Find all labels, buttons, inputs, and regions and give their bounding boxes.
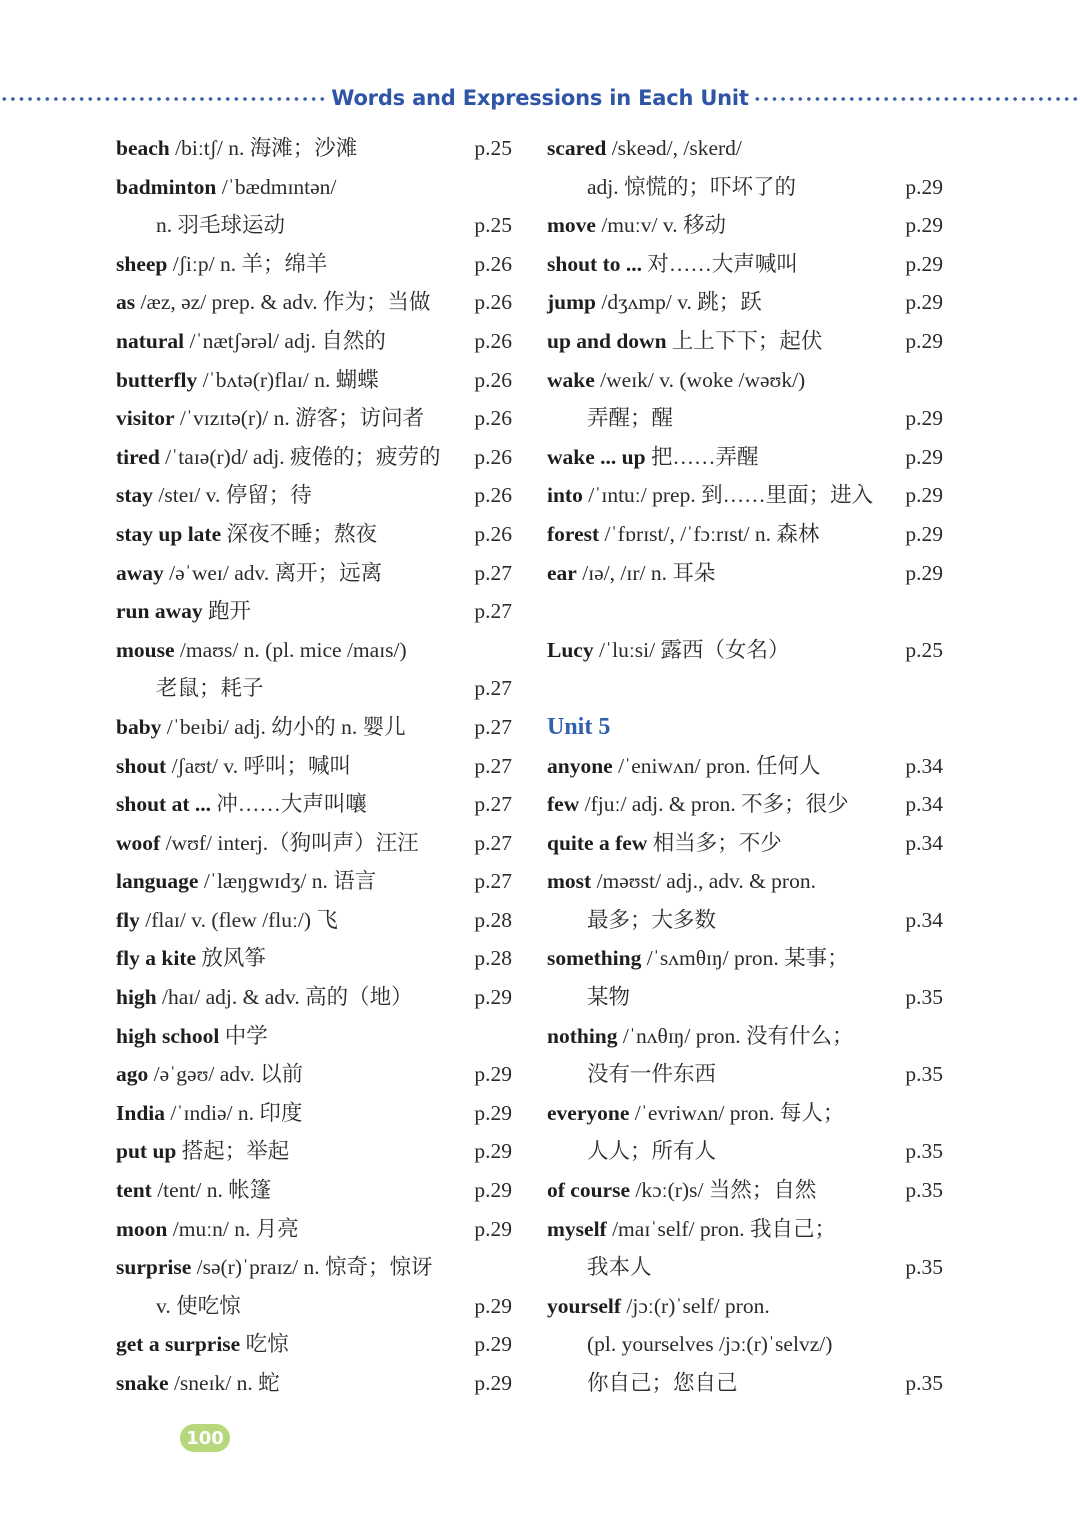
vocab-entry [116,824,516,863]
entry-page-ref: p.29 [905,174,943,199]
entry-definition: pron. 没有什么； [695,1023,854,1048]
entry-page-ref: p.34 [905,907,943,932]
entry-word: badminton [116,174,217,199]
entry-page-ref: p.26 [474,444,512,469]
entry-continuation [547,399,947,438]
entry-word: run away [116,599,203,624]
entry-word: woof [116,830,161,855]
entry-page-ref: p.26 [474,406,512,431]
entry-definition: 弄醒；醒 [587,406,674,431]
entry-page-ref: p.27 [474,560,512,585]
vocab-entry [547,554,947,593]
entry-word: wake [547,367,595,392]
entry-definition: n. 印度 [237,1100,303,1125]
entry-definition: n. 森林 [754,521,820,546]
entry-definition: 跑开 [207,599,251,624]
entry-page-ref: p.29 [905,251,943,276]
vocab-entry [116,939,516,978]
entry-pronunciation: /muːv/ [601,213,658,238]
entry-pronunciation: /ˈbædmɪntən/ [221,174,337,199]
entry-word: high [116,985,157,1010]
vocab-entry [116,592,516,631]
entry-definition: adj., adv. & pron. [666,869,816,894]
entry-definition: 中学 [224,1023,268,1048]
page-number: 100 [186,1427,224,1449]
entry-pronunciation: /əˈweɪ/ [169,560,229,585]
dotted-rule-left [0,96,327,102]
entry-definition: 放风筝 [201,946,266,971]
entry-word: natural [116,328,185,353]
vocab-entry [547,1171,947,1210]
entry-page-ref: p.27 [474,676,512,701]
entry-page-ref: p.27 [474,869,512,894]
vocab-entry [547,515,947,554]
entry-page-ref: p.35 [905,1139,943,1164]
entry-page-ref: p.29 [905,521,943,546]
entry-page-ref: p.26 [474,290,512,315]
entry-page-ref: p.27 [474,830,512,855]
entry-page-ref: p.29 [474,1100,512,1125]
entry-definition: n. 惊奇；惊讶 [303,1255,433,1280]
entry-page-ref: p.26 [474,251,512,276]
entry-continuation [116,669,516,708]
entry-word: baby [116,714,162,739]
entry-definition: 没有一件东西 [587,1062,717,1087]
vocab-entry [547,824,947,863]
entry-page-ref: p.26 [474,328,512,353]
vocab-entry [547,206,947,245]
entry-word: quite a few [547,830,648,855]
entry-definition: (pl. yourselves /jɔː(r)ˈselvz/) [587,1332,833,1357]
entry-definition: adj. 疲倦的；疲劳的 [252,444,441,469]
vocab-entry [116,322,516,361]
entry-page-ref: p.29 [905,406,943,431]
entry-pronunciation: /flaɪ/ [145,907,186,932]
entry-page-ref: p.25 [905,637,943,662]
entry-word: high school [116,1023,220,1048]
entry-page-ref: p.29 [474,1371,512,1395]
entry-definition: n. 蛇 [236,1371,280,1395]
entry-page-ref: p.29 [474,1332,512,1357]
entry-word: stay up late [116,521,222,546]
entry-page-ref: p.29 [905,483,943,508]
entry-pronunciation: /ˈɪntuː/ [588,483,647,508]
vocab-entry [116,631,516,670]
entry-page-ref: p.34 [905,753,943,778]
vocab-entry [547,438,947,477]
entry-pronunciation: /ˈluːsi/ [598,637,656,662]
entry-word: stay [116,483,154,508]
vocab-entry [116,785,516,824]
entry-pronunciation: /məʊst/ [596,869,661,894]
vocab-entry [116,901,516,940]
entry-word: mouse [116,637,175,662]
vocab-entry [116,1325,516,1364]
entry-pronunciation: /fjuː/ [584,792,627,817]
entry-continuation [547,978,947,1017]
entry-continuation [116,206,516,245]
entry-pronunciation: /weɪk/ [600,367,654,392]
entry-continuation [547,901,947,940]
entry-page-ref: p.29 [474,1216,512,1241]
entry-pronunciation: /biːtʃ/ [175,136,223,160]
entry-definition: 我本人 [587,1255,652,1280]
entry-definition: pron. 我自己； [699,1216,837,1241]
entry-definition: adv. 以前 [219,1062,304,1087]
section-header [0,82,1080,114]
vocab-entry [547,361,947,400]
entry-word: visitor [116,406,175,431]
entry-pronunciation: /ˈnʌθɪŋ/ [622,1023,691,1048]
vocab-entry [116,1055,516,1094]
entry-word: fly [116,907,140,932]
entry-word: moon [116,1216,168,1241]
entry-pronunciation: /maɪˈself/ [612,1216,695,1241]
entry-definition: v. 跳；跃 [677,290,762,315]
entry-word: put up [116,1139,177,1164]
entry-word: shout to ... [547,251,642,276]
entry-definition: pron. 每人； [729,1100,845,1125]
vocab-entry [547,283,947,322]
entry-definition: 某物 [587,985,631,1010]
vocab-column-left [116,129,516,1403]
blank-row [547,592,947,631]
entry-word: snake [116,1371,169,1395]
entry-pronunciation: /ʃiːp/ [172,251,215,276]
entry-definition: n. 蝴蝶 [314,367,379,392]
entry-definition: n. 耳朵 [650,560,716,585]
entry-pronunciation: /dʒʌmp/ [601,290,672,315]
vocab-entry [547,129,947,168]
vocab-entry [547,1017,947,1056]
dotted-rule-right [753,96,1080,102]
entry-pronunciation: /ˈeniwʌn/ [618,753,701,778]
entry-page-ref: p.35 [905,1178,943,1203]
vocab-entry [116,1171,516,1210]
entry-continuation [547,1132,947,1171]
vocab-entry [547,322,947,361]
entry-page-ref: p.29 [474,1062,512,1087]
entry-definition: n. 帐篷 [206,1178,272,1203]
vocab-entry [116,129,516,168]
entry-word: surprise [116,1255,192,1280]
entry-pronunciation: /ˈtaɪə(r)d/ [165,444,248,469]
entry-word: move [547,213,596,238]
entry-word: India [116,1100,166,1125]
entry-word: forest [547,521,600,546]
entry-definition: 对……大声喊叫 [647,251,798,276]
entry-page-ref: p.25 [474,213,512,238]
entry-pronunciation: /sə(r)ˈpraɪz/ [196,1255,299,1280]
entry-word: beach [116,136,170,160]
vocab-entry [116,1210,516,1249]
blank-row [547,669,947,708]
entry-definition: v. 呼叫；喊叫 [223,753,351,778]
entry-page-ref: p.29 [905,444,943,469]
entry-page-ref: p.29 [905,560,943,585]
entry-pronunciation: /wʊf/ [165,830,212,855]
entry-word: jump [547,290,596,315]
entry-definition: n. 羽毛球运动 [156,213,286,238]
entry-continuation [547,1364,947,1403]
entry-page-ref: p.25 [474,136,512,160]
entry-pronunciation: /ɪə/, /ɪr/ [582,560,646,585]
vocab-entry [547,245,947,284]
entry-page-ref: p.27 [474,714,512,739]
vocab-entry [547,1210,947,1249]
vocab-entry [116,245,516,284]
vocab-entry [547,1094,947,1133]
entry-word: something [547,946,642,971]
entry-definition: interj.（狗叫声）汪汪 [217,830,419,855]
vocab-entry [116,747,516,786]
entry-definition: adv. 离开；远离 [234,560,383,585]
entry-page-ref: p.35 [905,985,943,1010]
entry-page-ref: p.28 [474,907,512,932]
entry-pronunciation: /ˈevriwʌn/ [634,1100,725,1125]
entry-definition: v. (flew /fluː/) 飞 [191,907,338,932]
vocab-entry [116,554,516,593]
entry-pronunciation: /jɔː(r)ˈself/ [626,1293,720,1318]
entry-word: away [116,560,164,585]
entry-page-ref: p.29 [474,1293,512,1318]
entry-continuation [116,1287,516,1326]
entry-page-ref: p.29 [905,328,943,353]
entry-word: as [116,290,136,315]
entry-page-ref: p.34 [905,830,943,855]
entry-page-ref: p.29 [905,290,943,315]
vocab-entry [547,631,947,670]
entry-definition: n. 海滩；沙滩 [228,136,358,160]
entry-word: get a surprise [116,1332,241,1357]
entry-word: anyone [547,753,613,778]
entry-definition: 把……弄醒 [650,444,759,469]
entry-continuation [547,1325,947,1364]
page-title: Words and Expressions in Each Unit [331,86,749,110]
entry-definition: v. 使吃惊 [156,1293,241,1318]
entry-definition: adj. 自然的 [284,328,386,353]
vocab-column-right [547,129,947,1403]
entry-page-ref: p.35 [905,1255,943,1280]
entry-definition: adj. 惊慌的；吓坏了的 [587,174,797,199]
entry-page-ref: p.27 [474,599,512,624]
entry-definition: 露西（女名） [660,637,790,662]
entry-pronunciation: /æz, əz/ [140,290,207,315]
entry-definition: adj. 幼小的 n. 婴儿 [234,714,406,739]
entry-pronunciation: /ˈfɒrɪst/, /ˈfɔːrɪst/ [604,521,750,546]
vocab-entry [547,1287,947,1326]
entry-page-ref: p.26 [474,521,512,546]
entry-word: scared [547,136,607,160]
entry-word: yourself [547,1293,622,1318]
entry-page-ref: p.29 [474,1178,512,1203]
entry-pronunciation: /kɔː(r)s/ [635,1178,704,1203]
entry-word: nothing [547,1023,618,1048]
entry-pronunciation: /skeəd/, /skerd/ [611,136,742,160]
vocab-entry [116,862,516,901]
vocab-entry [116,1132,516,1171]
entry-pronunciation: /ʃaʊt/ [171,753,219,778]
entry-word: shout at ... [116,792,211,817]
entry-pronunciation: /muːn/ [172,1216,229,1241]
entry-pronunciation: /haɪ/ [162,985,201,1010]
entry-definition: v. 停留；待 [205,483,312,508]
vocab-entry [116,1364,516,1403]
entry-definition: 人人；所有人 [587,1139,717,1164]
entry-definition: n. 语言 [311,869,377,894]
entry-pronunciation: /ˈnætʃərəl/ [189,328,280,353]
vocab-entry [116,361,516,400]
entry-pronunciation: /ˈvɪzɪtə(r)/ [179,406,269,431]
page-number-badge [180,1424,230,1452]
entry-word: butterfly [116,367,198,392]
entry-word: tired [116,444,160,469]
entry-definition: adj. & adv. 高的（地） [205,985,413,1010]
entry-page-ref: p.34 [905,792,943,817]
entry-word: into [547,483,583,508]
entry-page-ref: p.29 [905,213,943,238]
entry-definition: pron. 某事； [733,946,849,971]
entry-pronunciation: /steɪ/ [158,483,201,508]
entry-page-ref: p.29 [474,1139,512,1164]
entry-pronunciation: /ˈsʌmθɪŋ/ [646,946,729,971]
vocab-entry [116,168,516,207]
entry-definition: 相当多；不少 [652,830,782,855]
vocab-entry [116,399,516,438]
entry-definition: prep. & adv. 作为；当做 [211,290,431,315]
entry-pronunciation: /ˈɪndiə/ [170,1100,233,1125]
entry-word: sheep [116,251,168,276]
entry-pronunciation: /ˈlæŋgwɪdʒ/ [203,869,307,894]
entry-definition: n. (pl. mice /maɪs/) [243,637,407,662]
entry-pronunciation: /sneɪk/ [173,1371,232,1395]
entry-word: wake ... up [547,444,646,469]
entry-word: language [116,869,199,894]
vocab-entry [116,1094,516,1133]
vocab-entry [547,939,947,978]
vocab-entry [116,1017,516,1056]
entry-pronunciation: /əˈgəʊ/ [153,1062,215,1087]
vocab-entry [116,978,516,1017]
entry-definition: 上上下下；起伏 [671,328,823,353]
vocab-entry [116,438,516,477]
entry-definition: 深夜不睡；熬夜 [226,521,378,546]
vocab-entry [547,747,947,786]
entry-definition: adj. & pron. 不多；很少 [631,792,849,817]
unit-heading [547,708,947,747]
entry-page-ref: p.26 [474,483,512,508]
entry-pronunciation: /ˈbʌtə(r)flaɪ/ [202,367,309,392]
entry-definition: v. 移动 [662,213,726,238]
entry-word: fly a kite [116,946,197,971]
entry-definition: 老鼠；耗子 [156,676,264,701]
entry-pronunciation: /maʊs/ [179,637,239,662]
entry-definition: 当然；自然 [708,1178,817,1203]
vocab-entry [116,708,516,747]
entry-word: of course [547,1178,630,1203]
entry-definition: n. 游客；访问者 [273,406,425,431]
entry-definition: pron. [724,1293,770,1318]
entry-definition: 你自己；您自己 [587,1371,738,1395]
entry-word: ear [547,560,577,585]
entry-word: everyone [547,1100,630,1125]
entry-word: tent [116,1178,152,1203]
vocab-entry [116,515,516,554]
entry-definition: 最多；大多数 [587,907,717,932]
entry-definition: 搭起；举起 [181,1139,290,1164]
entry-word: shout [116,753,167,778]
unit-title: Unit 5 [547,713,611,740]
entry-page-ref: p.35 [905,1062,943,1087]
entry-page-ref: p.27 [474,792,512,817]
entry-definition: 冲……大声叫嚷 [216,792,367,817]
entry-word: ago [116,1062,149,1087]
entry-page-ref: p.29 [474,985,512,1010]
entry-word: myself [547,1216,607,1241]
entry-page-ref: p.28 [474,946,512,971]
entry-page-ref: p.35 [905,1371,943,1395]
entry-continuation [547,1055,947,1094]
vocab-entry [116,1248,516,1287]
entry-definition: n. 月亮 [234,1216,299,1241]
entry-definition: prep. 到……里面；进入 [652,483,874,508]
entry-continuation [547,1248,947,1287]
entry-definition: pron. 任何人 [705,753,821,778]
vocab-entry [547,862,947,901]
entry-word: few [547,792,580,817]
entry-page-ref: p.27 [474,753,512,778]
entry-word: most [547,869,592,894]
entry-page-ref: p.26 [474,367,512,392]
entry-continuation [547,168,947,207]
entry-pronunciation: /ˈbeɪbi/ [166,714,229,739]
entry-definition: n. 羊；绵羊 [219,251,328,276]
entry-definition: 吃惊 [245,1332,289,1357]
entry-word: up and down [547,328,667,353]
vocab-entry [116,476,516,515]
vocab-entry [547,476,947,515]
entry-definition: v. (woke /wəʊk/) [659,367,806,392]
entry-word: Lucy [547,637,594,662]
vocab-entry [116,283,516,322]
vocab-entry [547,785,947,824]
entry-pronunciation: /tent/ [157,1178,202,1203]
